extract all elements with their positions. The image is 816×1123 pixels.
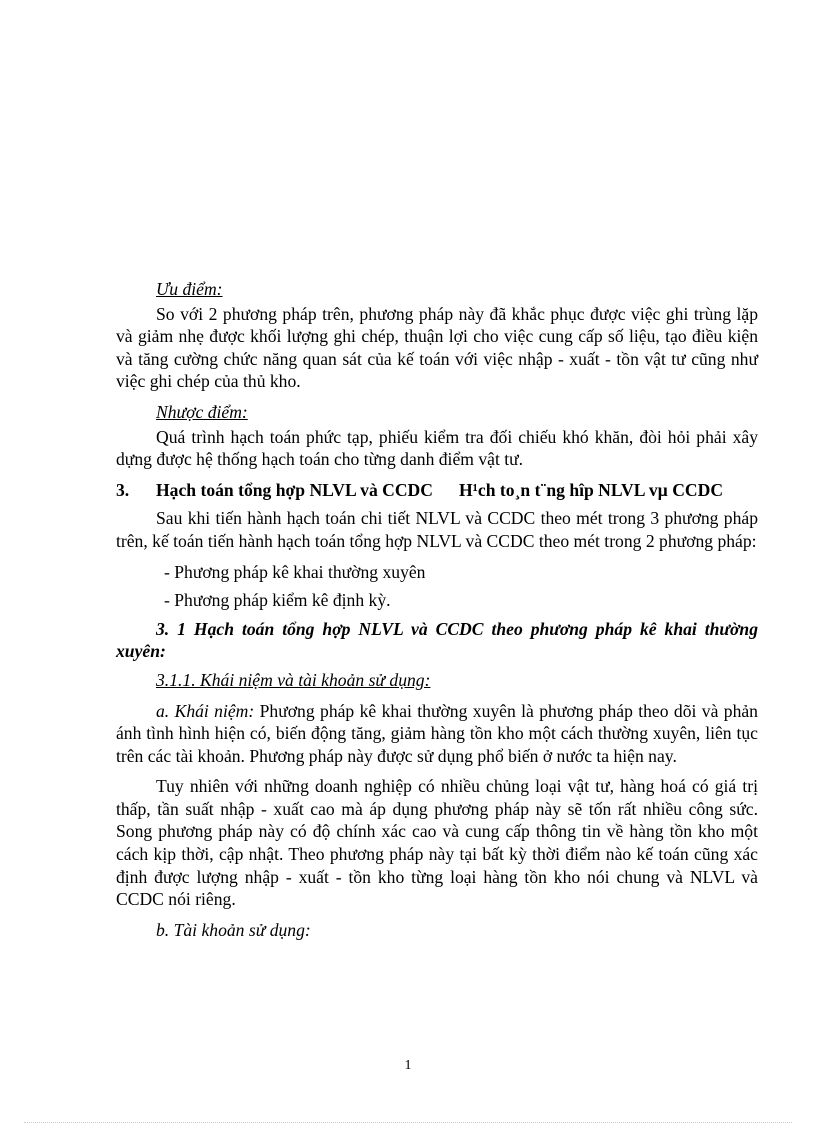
concept-lead: a. Khái niệm: xyxy=(156,700,255,721)
section-3-intro: Sau khi tiến hành hạch toán chi tiết NLVL và CCDC theo mét trong 3 phương pháp trên, kế toán tiến hành hạch toán tổng hợp NLVL và CCDC theo mét trong 2 phương pháp: xyxy=(116,508,758,551)
section-3-number: 3. xyxy=(116,479,130,500)
disadvantage-label: Nhược điểm: xyxy=(156,401,248,422)
section-3-heading xyxy=(116,479,758,502)
section-3-title-garbled: H¹ch to¸n t¨ng hîp NLVL vµ CCDC xyxy=(458,479,724,500)
subsection-3-1-heading: 3. 1 Hạch toán tổng hợp NLVL và CCDC theo phương pháp kê khai thường xuyên: xyxy=(116,618,758,662)
document-body xyxy=(116,278,758,941)
method-item-2: - Phương pháp kiểm kê định kỳ. xyxy=(164,590,391,611)
concept-text: Phương pháp kê khai thường xuyên là phương pháp theo dõi và phản ánh tình hình hiện có, biến động tăng, giảm hàng tồn kho một cách thường xuyên, liên tục trên các tài khoản. Phương pháp này được sử dụng phổ biến ở nước ta hiện nay. xyxy=(116,700,758,766)
page-number: 1 xyxy=(404,1058,412,1073)
however-paragraph: Tuy nhiên với những doanh nghiệp có nhiều chủng loại vật tư, hàng hoá có giá trị thấp, tần suất nhập - xuất cao mà áp dụng phương pháp này sẽ tốn rất nhiều công sức. Song phương pháp này có độ chính xác cao và cung cấp thông tin về hàng tồn kho một cách kịp thời, cập nhật. Theo phương pháp này tại bất kỳ thời điểm nào kế toán cũng xác định được lượng nhập - xuất - tồn kho từng loại hàng tồn kho nói chung và NLVL và CCDC nói riêng. xyxy=(116,776,758,910)
advantage-label: Ưu điểm: xyxy=(156,279,223,299)
method-item-1: - Phương pháp kê khai thường xuyên xyxy=(164,561,426,582)
subsection-3-1-1-heading: 3.1.1. Khái niệm và tài khoản sử dụng: xyxy=(156,669,431,690)
section-3-title: Hạch toán tổng hợp NLVL và CCDC xyxy=(156,479,433,500)
advantage-paragraph: So với 2 phương pháp trên, phương pháp này đã khắc phục được việc ghi trùng lặp và giảm nhẹ được khối lượng ghi chép, thuận lợi cho việc cung cấp số liệu, tạo điều kiện và tăng cường chức năng quan sát của kế toán với việc nhập - xuất - tồn vật tư cũng như việc ghi chép của thủ kho. xyxy=(116,303,758,392)
disadvantage-paragraph: Quá trình hạch toán phức tạp, phiếu kiểm tra đối chiếu khó khăn, đòi hỏi phải xây dựng được hệ thống hạch toán cho từng danh điểm vật tư. xyxy=(116,426,758,470)
concept-paragraph xyxy=(116,700,758,768)
accounts-used-label: b. Tài khoản sử dụng: xyxy=(156,919,311,940)
